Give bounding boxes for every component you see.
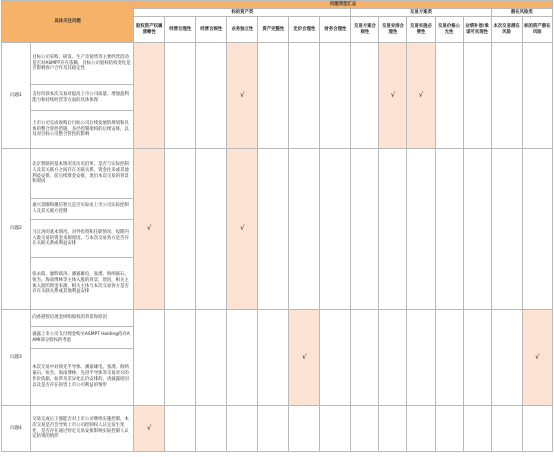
table-cell bbox=[165, 43, 196, 149]
group-risk-header: 潜在风险类 bbox=[491, 9, 552, 17]
table-cell bbox=[258, 43, 289, 149]
table-cell bbox=[379, 149, 407, 310]
table-cell bbox=[407, 310, 435, 406]
issue-detail: 披露上市公司支付现金购买ASMPT Holding持有AAMI部分股权的考虑 bbox=[31, 327, 134, 349]
table-cell bbox=[491, 406, 522, 452]
table-cell bbox=[463, 406, 491, 452]
table-cell bbox=[522, 406, 552, 452]
col-header: 交易方案合规性 bbox=[351, 17, 379, 43]
table-cell bbox=[351, 406, 379, 452]
table-cell bbox=[463, 310, 491, 406]
issue-detail: 本次交易中对领先半导体、潘嘉雄电、张湧、海纳嘉石、恒杰、海南博林、先进半导体等交易对方的作价依据，如涉及差异化定价安排的，请披露原因以及是否存在损害上市公司利益的情形 bbox=[31, 349, 134, 406]
table-cell bbox=[463, 149, 491, 310]
col-header: 经营合理性 bbox=[165, 17, 196, 43]
group-plan-header: 交易方案类 bbox=[351, 9, 491, 17]
issue-detail: 目标公司采购、研发、生产及销售等主要经营活动是否对ASMPT存在依赖，目标公司股权结构变化是否影响客户合作及其稳定性 bbox=[31, 43, 134, 85]
col-header: 财务合理性 bbox=[320, 17, 351, 43]
table-cell bbox=[165, 406, 196, 452]
type-summary-header: 问题类型汇总 bbox=[134, 1, 553, 9]
group-target-header: 标的资产类 bbox=[134, 9, 351, 17]
col-header: 股权资产权属清晰性 bbox=[134, 17, 165, 43]
col-header: 资产完整性 bbox=[258, 17, 289, 43]
issue-focus-header: 具体关注问题 bbox=[2, 1, 134, 43]
check-mark: √ bbox=[379, 43, 407, 149]
col-header: 定价合理性 bbox=[289, 17, 320, 43]
table-cell bbox=[196, 43, 227, 149]
check-mark: √ bbox=[522, 310, 552, 406]
issue-detail: 北京智路的基本情况及历史沿革，是否与实际控制人及其关联方之间存在关联关系，资金往来或其他利益安排，前后续资金安排，退出本次交易的背景和原因 bbox=[31, 149, 134, 199]
col-header: 交易安排合理性 bbox=[379, 17, 407, 43]
check-mark: √ bbox=[227, 43, 258, 149]
issue-detail: 上市公司完成收购后目标公司后续发展的规划和具体的整合管控措施，多层控制架构的后续安排，以及对目标公司整合管控的影响 bbox=[31, 111, 134, 149]
table-cell bbox=[435, 43, 463, 149]
table-cell bbox=[435, 149, 463, 310]
table-cell bbox=[289, 43, 320, 149]
table-cell bbox=[351, 310, 379, 406]
table-cell bbox=[491, 310, 522, 406]
col-header: 交易价格公允性 bbox=[435, 17, 463, 43]
issue-label: 问题1 bbox=[2, 43, 31, 149]
issue-detail: 支付价款本次交易对提高上市公司质量、增强盈利能力和持续经营等方面的具体体现 bbox=[31, 85, 134, 111]
issue-detail: 向香港智信现金回购股权的背景和原因 bbox=[31, 310, 134, 327]
table-cell bbox=[435, 406, 463, 452]
table-cell bbox=[258, 310, 289, 406]
table-cell bbox=[320, 406, 351, 452]
table-cell bbox=[258, 406, 289, 452]
table-cell bbox=[407, 406, 435, 452]
check-mark: √ bbox=[227, 149, 258, 310]
table-cell bbox=[196, 406, 227, 452]
table-cell bbox=[134, 43, 165, 149]
table-cell bbox=[134, 310, 165, 406]
table-cell bbox=[435, 310, 463, 406]
table-cell bbox=[320, 149, 351, 310]
col-header: 本次交易潜在风险 bbox=[491, 17, 522, 43]
issue-summary-table-container bbox=[1, 0, 553, 457]
issue-label: 问题4 bbox=[2, 406, 31, 452]
issue-detail: 张永阳、廖辉斌涛、潘嘉雄电、张湧、海纳嘉石、恒杰、海南博林等主体入股的背景，原因，相关主体入股的资金来源，相关主体与本次交易各方是否存在关联关系或其他利益安排 bbox=[31, 258, 134, 310]
table-cell bbox=[379, 310, 407, 406]
table-cell bbox=[522, 149, 552, 310]
table-cell bbox=[165, 149, 196, 310]
issue-detail: 嘉兴景曜和聚信智元是否实际由上市公司实际控制人及其关联方控制 bbox=[31, 199, 134, 220]
table-cell bbox=[289, 149, 320, 310]
table-cell bbox=[351, 43, 379, 149]
table-cell bbox=[196, 149, 227, 310]
table-cell bbox=[463, 43, 491, 149]
table-cell bbox=[289, 406, 320, 452]
check-mark: √ bbox=[407, 43, 435, 149]
issue-detail: 马江涛的基本情况，对外投资和任职情况，短期内入股交易的资金来源原因，与本次交易各方是否存在关联关系或利益安排 bbox=[31, 220, 134, 258]
col-header: 标的资产潜在风险 bbox=[522, 17, 552, 43]
issue-summary-table bbox=[1, 0, 553, 452]
issue-label: 问题3 bbox=[2, 310, 31, 406]
table-cell bbox=[320, 43, 351, 149]
table-cell bbox=[227, 310, 258, 406]
table-cell bbox=[258, 149, 289, 310]
check-mark: √ bbox=[134, 406, 165, 452]
table-cell bbox=[491, 43, 522, 149]
table-cell bbox=[491, 149, 522, 310]
check-mark: √ bbox=[289, 310, 320, 406]
table-cell bbox=[351, 149, 379, 310]
table-cell bbox=[320, 310, 351, 406]
table-cell bbox=[379, 406, 407, 452]
col-header: 业绩补偿/承诺可实现性 bbox=[463, 17, 491, 43]
table-cell bbox=[407, 149, 435, 310]
issue-label: 问题2 bbox=[2, 149, 31, 310]
table-cell bbox=[227, 406, 258, 452]
col-header: 交易实施必要性 bbox=[407, 17, 435, 43]
table-cell bbox=[196, 310, 227, 406]
issue-detail: 交易完成后王强能否对上市公司继续实施控制，本次交易是否会导致上市公司控制权人认定发生变化，是否存在通过特定交易安排影响实际控制人认定结果的情形 bbox=[31, 406, 134, 452]
col-header: 业务独立性 bbox=[227, 17, 258, 43]
check-mark: √ bbox=[134, 149, 165, 310]
table-cell bbox=[522, 43, 552, 149]
col-header: 经营合规性 bbox=[196, 17, 227, 43]
table-cell bbox=[165, 310, 196, 406]
